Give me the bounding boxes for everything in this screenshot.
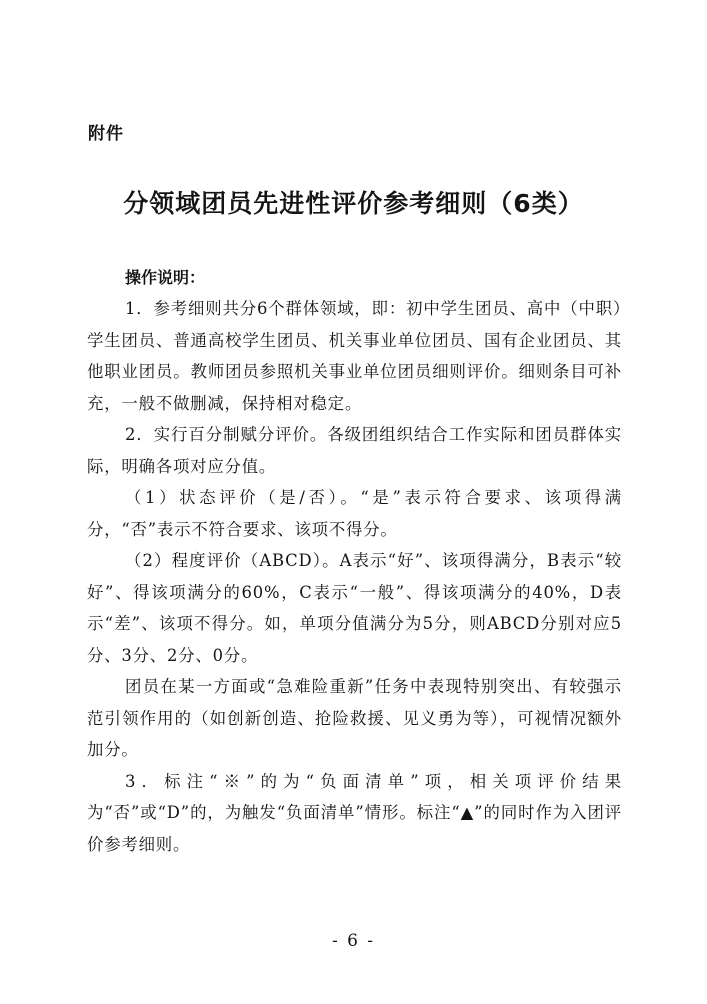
paragraph-degree-evaluation: （2）程度评价（ABCD）。A表示“好”、该项得满分，B表示“较好”、得该项满分的60%，C表示“一般”、得该项满分的40%，D表示“差”、该项不得分。如，单项分值满分为5分，则ABCD分别对应5分、3分、2分、0分。 [87, 551, 622, 665]
section-heading: 操作说明： [125, 268, 206, 287]
document-body [87, 262, 622, 860]
attachment-label: 附件 [88, 124, 124, 144]
document-title: 分领域团员先进性评价参考细则（6类） [123, 189, 584, 218]
page-number: - 6 - [331, 931, 376, 951]
paragraph-scoring: 2．实行百分制赋分评价。各级团组织结合工作实际和团员群体实际，明确各项对应分值。 [87, 425, 622, 476]
paragraph-scope: 1．参考细则共分6个群体领域，即：初中学生团员、高中（中职）学生团员、普通高校学生团员、机关事业单位团员、国有企业团员、其他职业团员。教师团员参照机关事业单位团员细则评价。细则条目可补充，一般不做删减，保持相对稳定。 [87, 299, 622, 413]
paragraph-negative-list: 3．标注“※”的为“负面清单”项，相关项评价结果为“否”或“D”的，为触发“负面清单”情形。标注“▲”的同时作为入团评价参考细则。 [87, 771, 622, 854]
paragraph-extra-points: 团员在某一方面或“急难险重新”任务中表现特别突出、有较强示范引领作用的（如创新创造、抢险救援、见义勇为等），可视情况额外加分。 [87, 677, 622, 759]
paragraph-status-evaluation: （1）状态评价（是/否）。“是”表示符合要求、该项得满分，“否”表示不符合要求、该项不得分。 [87, 488, 622, 539]
